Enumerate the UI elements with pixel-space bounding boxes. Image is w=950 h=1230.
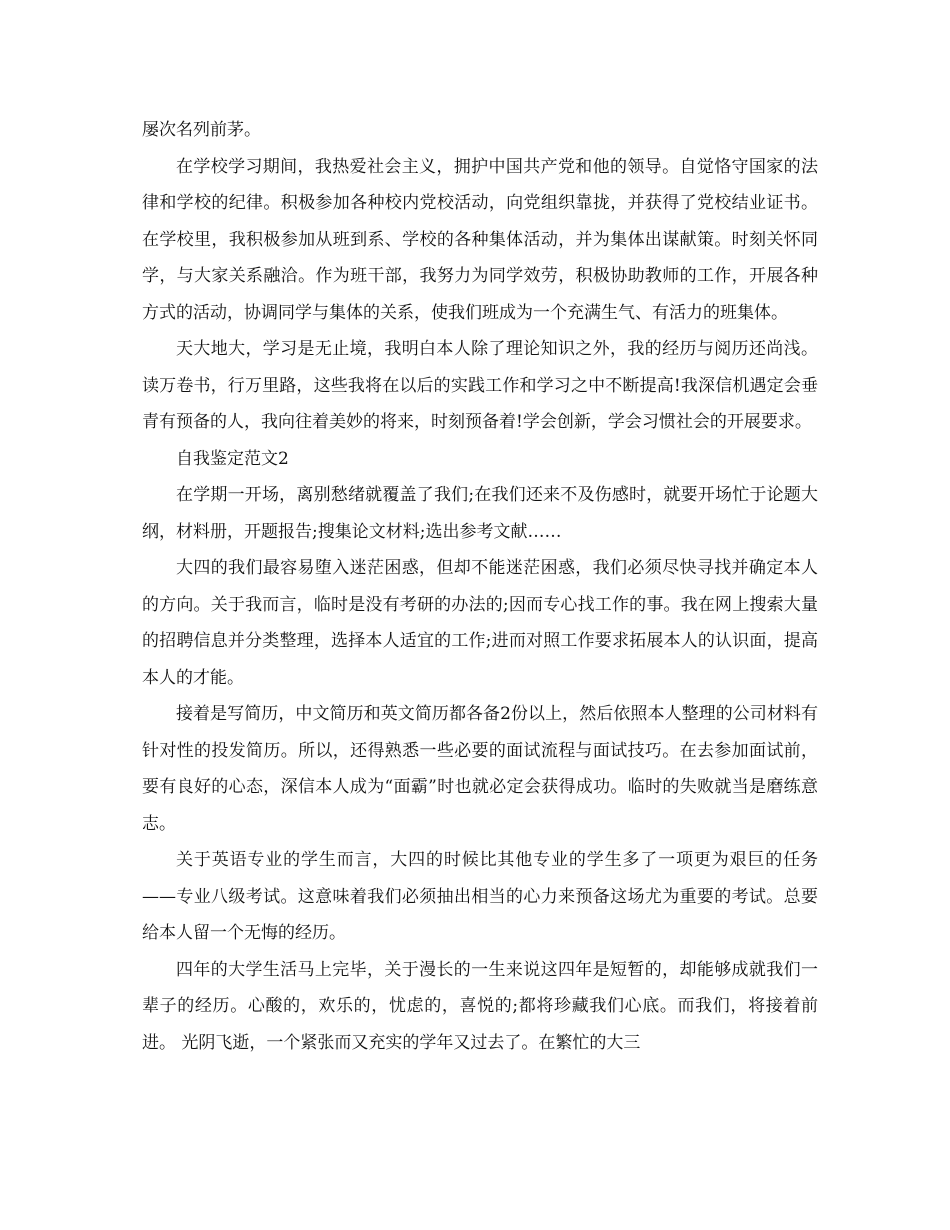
section-heading: 自我鉴定范文2 [176,448,289,469]
paragraph-2: 在学校学习期间，我热爱社会主义，拥护中国共产党和他的领导。自觉恪守国家的法律和学校的纪律。积极参加各种校内党校活动，向党组织靠拢，并获得了党校结业证书。在学校里，我积极参加从班到系、学校的各种集体活动，并为集体出谋献策。时刻关怀同学，与大家关系融洽。作为班干部，我努力为同学效劳，积极协助教师的工作，开展各种方式的活动，协调同学与集体的关系，使我们班成为一个充满生气、有活力的班集体。 [142,156,818,323]
paragraph-6: 接着是写简历，中文简历和英文简历都各备2份以上，然后依照本人整理的公司材料有针对性的投发简历。所以，还得熟悉一些必要的面试流程与面试技巧。在去参加面试前，要有良好的心态，深信本人成为“面霸”时也就必定会获得成功。临时的失败就当是磨练意志。 [142,704,818,834]
paragraph-8: 四年的大学生活马上完毕，关于漫长的一生来说这四年是短暂的，却能够成就我们一辈子的经历。心酸的，欢乐的，忧虑的，喜悦的;都将珍藏我们心底。而我们，将接着前进。 光阴飞逝，一个紧张而又充实的学年又过去了。在繁忙的大三 [142,959,818,1053]
paragraph-7: 关于英语专业的学生而言，大四的时候比其他专业的学生多了一项更为艰巨的任务——专业八级考试。这意味着我们必须抽出相当的心力来预备这场尤为重要的考试。总要给本人留一个无悔的经历。 [142,850,818,943]
document-body [142,112,818,1061]
paragraph-5: 大四的我们最容易堕入迷茫困惑，但却不能迷茫困惑，我们必须尽快寻找并确定本人的方向。关于我而言，临时是没有考研的办法的;因而专心找工作的事。我在网上搜索大量的招聘信息并分类整理，选择本人适宜的工作;进而对照工作要求拓展本人的认识面，提高本人的才能。 [142,558,818,688]
paragraph-4: 在学期一开场，离别愁绪就覆盖了我们;在我们还来不及伤感时，就要开场忙于论题大纲，材料册，开题报告;搜集论文材料;选出参考文献…… [142,485,818,542]
paragraph-1: 屡次名列前茅。 [142,120,261,140]
paragraph-3: 天大地大，学习是无止境，我明白本人除了理论知识之外，我的经历与阅历还尚浅。读万卷书，行万里路，这些我将在以后的实践工作和学习之中不断提高!我深信机遇定会垂青有预备的人，我向往着美妙的将来，时刻预备着!学会创新，学会习惯社会的开展要求。 [142,339,818,432]
